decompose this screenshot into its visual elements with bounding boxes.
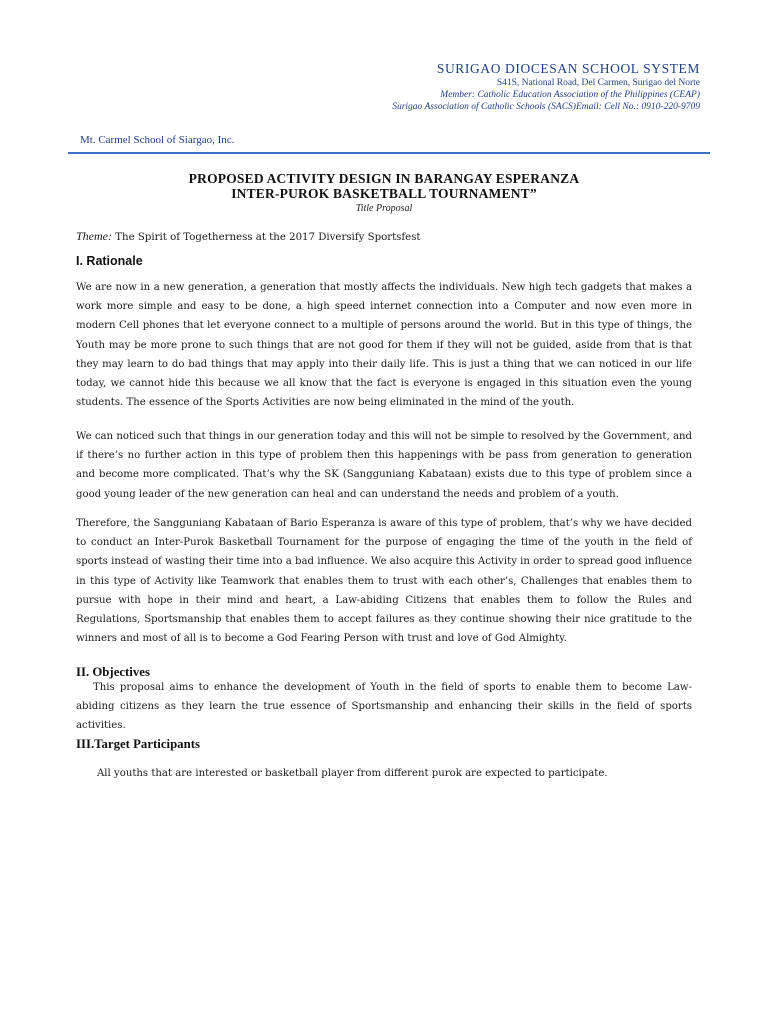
organization-name: SURIGAO DIOCESAN SCHOOL SYSTEM — [436, 61, 700, 76]
rationale-paragraph-1: We are now in a new generation, a generation that mostly affects the individuals. New high tech gadgets that makes a work more simple and easy to be done, a high speed internet connection into a Computer and now even more in modern Cell phones that let everyone connect to a multiple of persons around the world. But in this type of things, the Youth may be more prone to such things that are not good for them if they will not be guided, aside from that is that they may learn to do bad things that may apply into their daily life. This is just a thing that we can noticed in our life today, we cannot hide this because we all know that the fact is everyone is engaged in this situation even the young students. The essence of the Sports Activities are now being eliminated in the mind of the youth. — [76, 282, 692, 409]
rationale-paragraph-2: We can noticed such that things in our generation today and this will not be simple to resolved by the Government, and if there’s no further action in this type of problem then this happenings with be pass from generation to generation and become more complicated. That’s why the SK (Sangguniang Kabataan) exists due to this type of problem since a good young leader of the new generation can heal and can understand the needs and problem of a youth. — [76, 431, 692, 500]
theme-text: The Spirit of Togetherness at the 2017 Diversify Sportsfest — [115, 232, 421, 243]
header-divider — [68, 152, 710, 154]
letterhead — [392, 60, 700, 113]
target-participants-heading: III.Target Participants — [76, 737, 200, 751]
rationale-heading: I. Rationale — [76, 254, 143, 268]
rationale-paragraph-3: Therefore, the Sangguniang Kabataan of Bario Esperanza is aware of this type of problem, that’s why we have decided to conduct an Inter-Purok Basketball Tournament for the purpose of engaging the time of the youth in the field of sports instead of wasting their time into a bad influence. We also acquire this Activity in order to spread good influence in this type of Activity like Teamwork that enables them to trust with each other’s, Challenges that enables them to pursue with hope in their mind and heart, a Law-abiding Citizens that enables them to follow the Rules and Regulations, Sportsmanship that enables them to accept failures as they continue showing their nice gratitude to the winners and most of all is to become a God Fearing Person with trust and love of God Almighty. — [76, 518, 692, 645]
document-title-line-2: INTER-PUROK BASKETBALL TOURNAMENT” — [231, 186, 537, 201]
theme-label: Theme: — [76, 229, 112, 243]
document-subtitle: Title Proposal — [355, 203, 413, 214]
theme-line — [76, 229, 421, 244]
target-participants-paragraph: All youths that are interested or basketball player from different purok are expected to participate. — [97, 768, 608, 779]
objectives-paragraph: This proposal aims to enhance the development of Youth in the field of sports to enable them to become Law-abiding citizens as they learn the true essence of Sportsmanship and enhancing their skills in the field of sports activities. — [76, 682, 692, 732]
membership-line: Member: Catholic Education Association of the Philippines (CEAP) — [440, 90, 700, 100]
objectives-heading: II. Objectives — [76, 665, 150, 679]
association-contact-line: Surigao Association of Catholic Schools (SACS)Email: Cell No.: 0910-220-9709 — [392, 102, 700, 112]
school-name: Mt. Carmel School of Siargao, Inc. — [80, 134, 235, 146]
organization-address: S41S, National Road, Del Carmen, Surigao del Norte — [496, 78, 700, 88]
document-title-line-1: PROPOSED ACTIVITY DESIGN IN BARANGAY ESPERANZA — [188, 171, 580, 186]
